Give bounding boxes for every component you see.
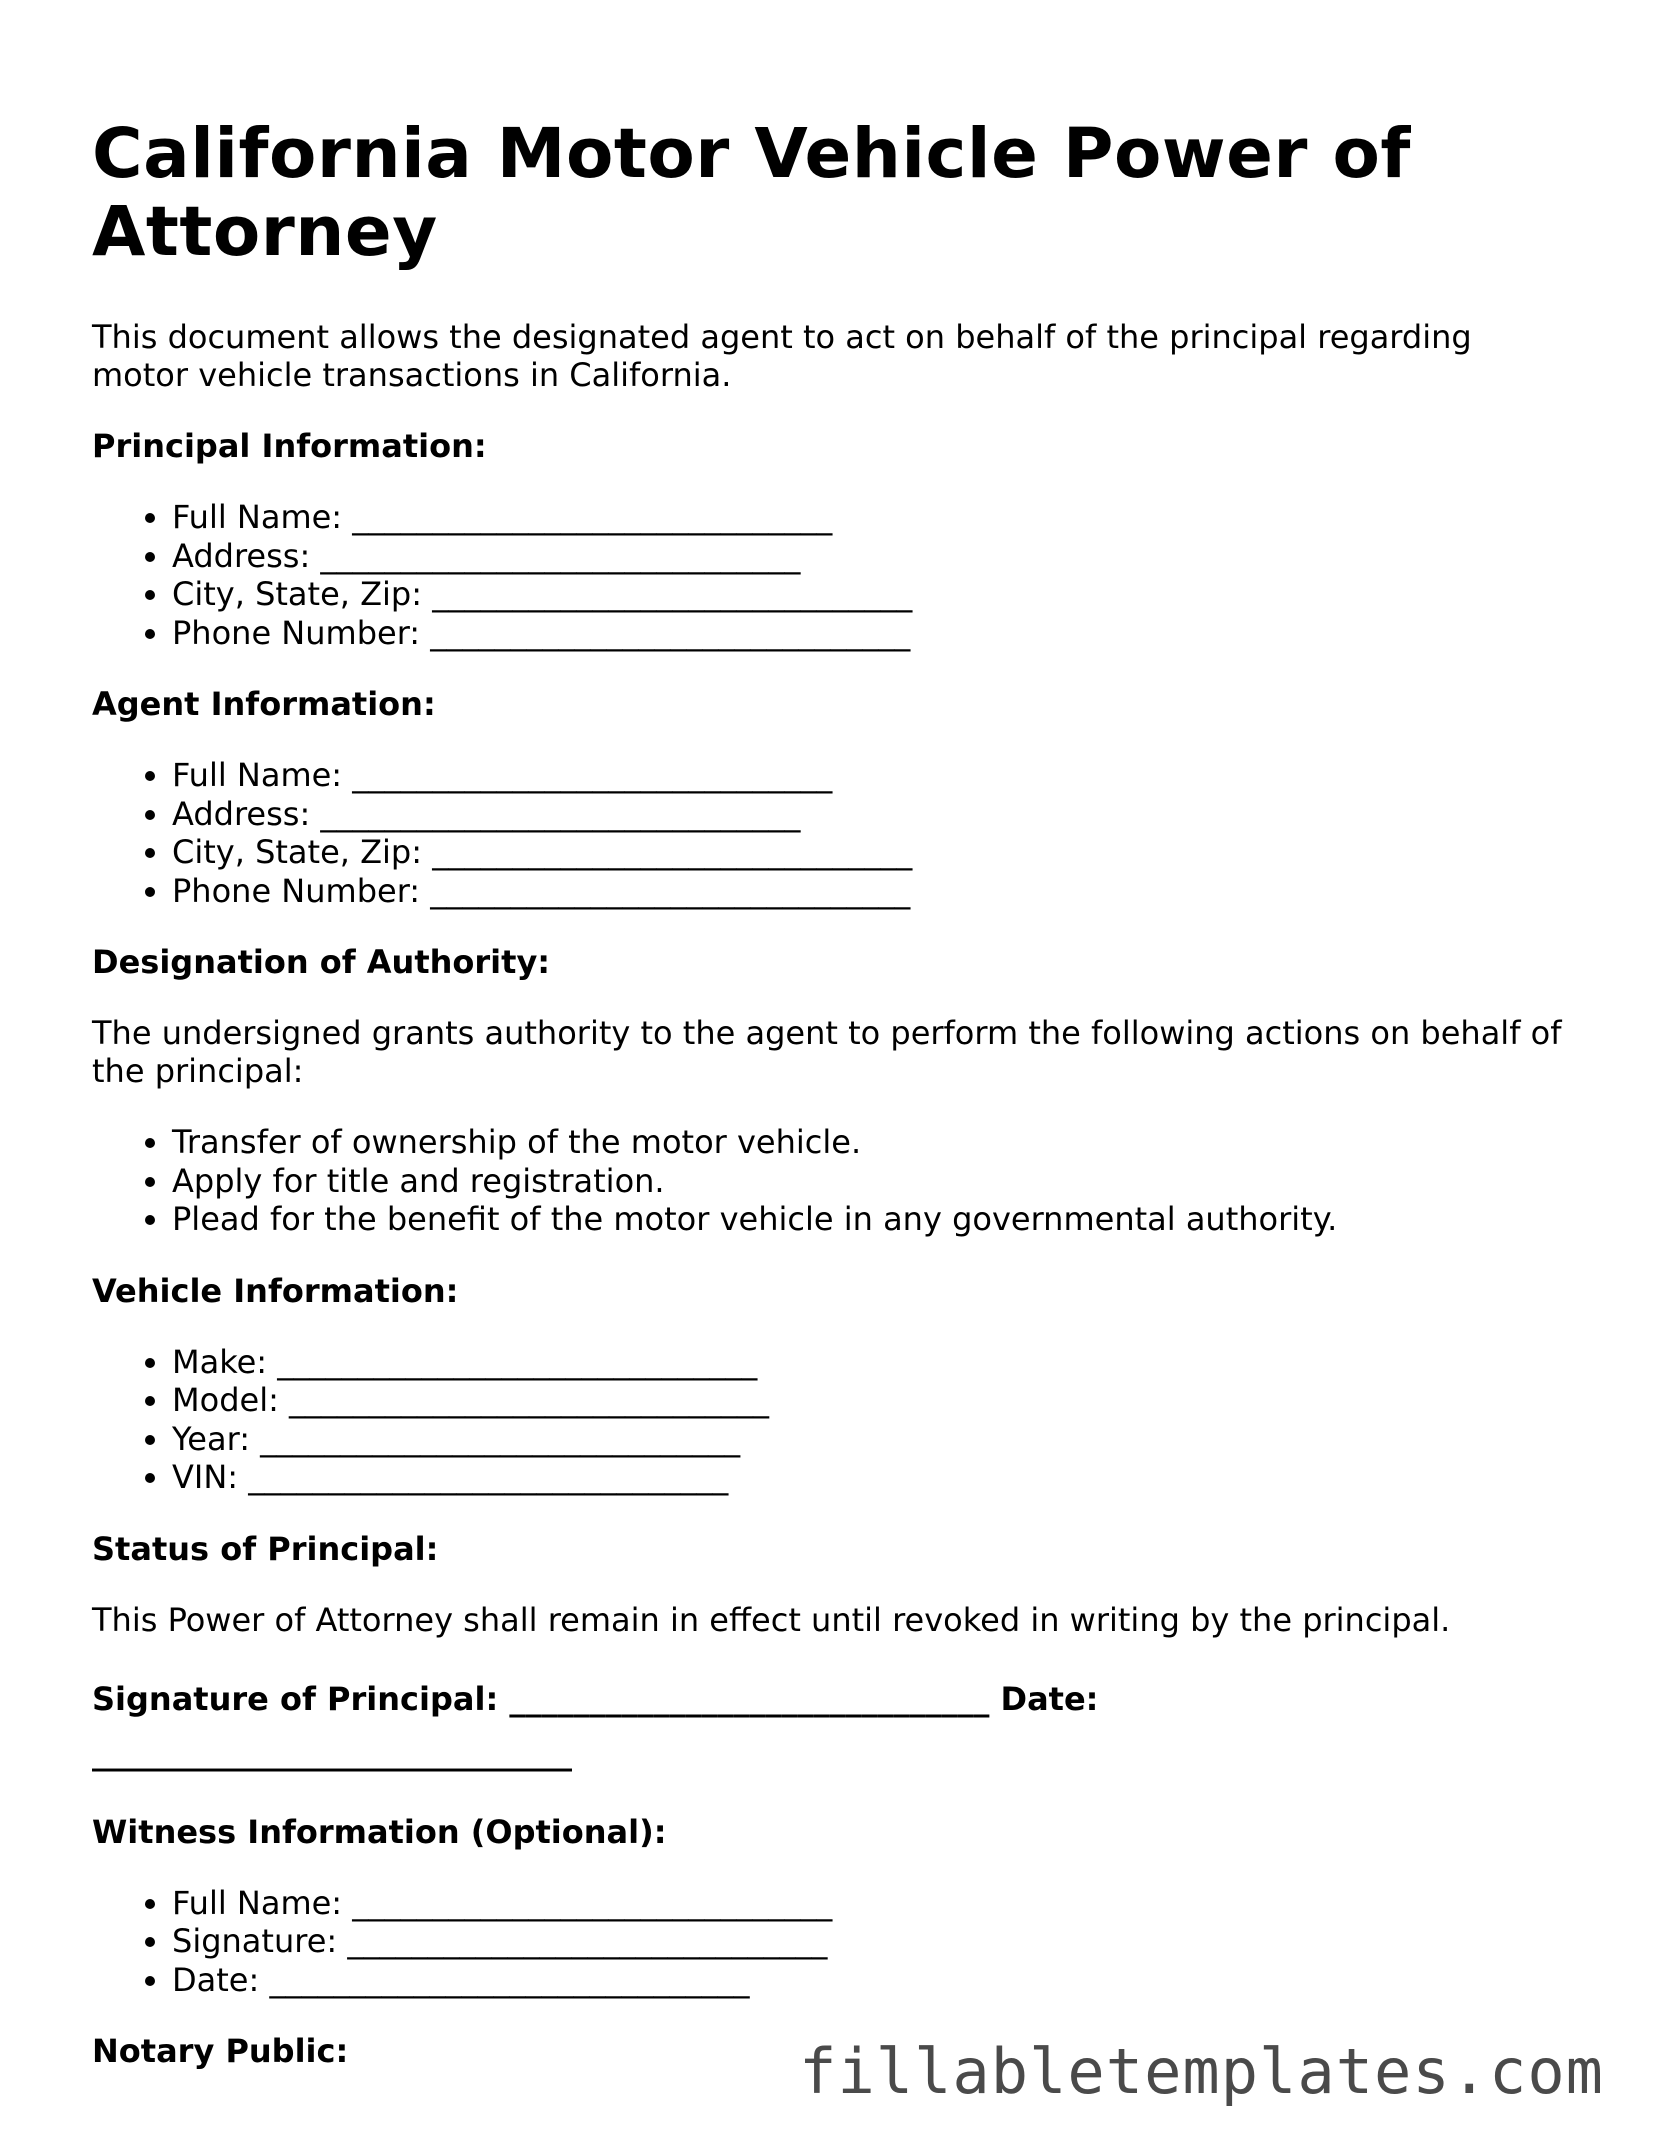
principal-heading: Principal Information: [92,427,487,465]
notary-heading: Notary Public: [92,2032,349,2070]
watermark-text: fillabletemplates.com [799,2035,1604,2108]
vehicle-vin-field[interactable]: • VIN: ______________________________ [172,1458,1572,1497]
authority-heading: Designation of Authority: [92,943,551,981]
authority-paragraph: The undersigned grants authority to the agent to perform the following actions on behalf of the principal: [92,1014,1562,1090]
authority-item: • Plead for the benefit of the motor vehicle in any governmental authority. [172,1200,1572,1239]
agent-city-state-zip-field[interactable]: • City, State, Zip: ______________________________ [172,833,1572,872]
vehicle-year-field[interactable]: • Year: ______________________________ [172,1420,1572,1459]
intro-paragraph: This document allows the designated agent to act on behalf of the principal regarding motor vehicle transactions in California. [92,318,1472,394]
witness-signature-field[interactable]: • Signature: ______________________________ [172,1922,1572,1961]
authority-list [92,1123,1572,1239]
witness-heading: Witness Information (Optional): [92,1812,667,1851]
principal-full-name-field[interactable]: • Full Name: ______________________________ [172,498,1572,537]
page-title: California Motor Vehicle Power of Attorney [92,114,1411,272]
authority-item: • Transfer of ownership of the motor vehicle. [172,1123,1572,1162]
status-heading: Status of Principal: [92,1529,439,1568]
agent-phone-field[interactable]: • Phone Number: ______________________________ [172,872,1572,911]
agent-fields [92,756,1572,910]
document-page [92,115,1572,2103]
vehicle-heading: Vehicle Information: [92,1271,459,1310]
vehicle-fields [92,1343,1572,1497]
principal-fields [92,498,1572,652]
witness-date-field[interactable]: • Date: ______________________________ [172,1961,1572,2000]
principal-address-field[interactable]: • Address: ______________________________ [172,537,1572,576]
agent-address-field[interactable]: • Address: ______________________________ [172,795,1572,834]
authority-item: • Apply for title and registration. [172,1162,1572,1201]
status-paragraph: This Power of Attorney shall remain in effect until revoked in writing by the principal. [92,1600,1451,1639]
witness-full-name-field[interactable]: • Full Name: ______________________________ [172,1884,1572,1923]
vehicle-model-field[interactable]: • Model: ______________________________ [172,1381,1572,1420]
witness-fields [92,1884,1572,2000]
vehicle-make-field[interactable]: • Make: ______________________________ [172,1343,1572,1382]
agent-heading: Agent Information: [92,685,436,723]
agent-full-name-field[interactable]: • Full Name: ______________________________ [172,756,1572,795]
principal-city-state-zip-field[interactable]: • City, State, Zip: ______________________________ [172,575,1572,614]
principal-signature-line[interactable]: Signature of Principal: ______________________________ Date: ______________________________ [92,1679,1099,1772]
principal-phone-field[interactable]: • Phone Number: ______________________________ [172,614,1572,653]
